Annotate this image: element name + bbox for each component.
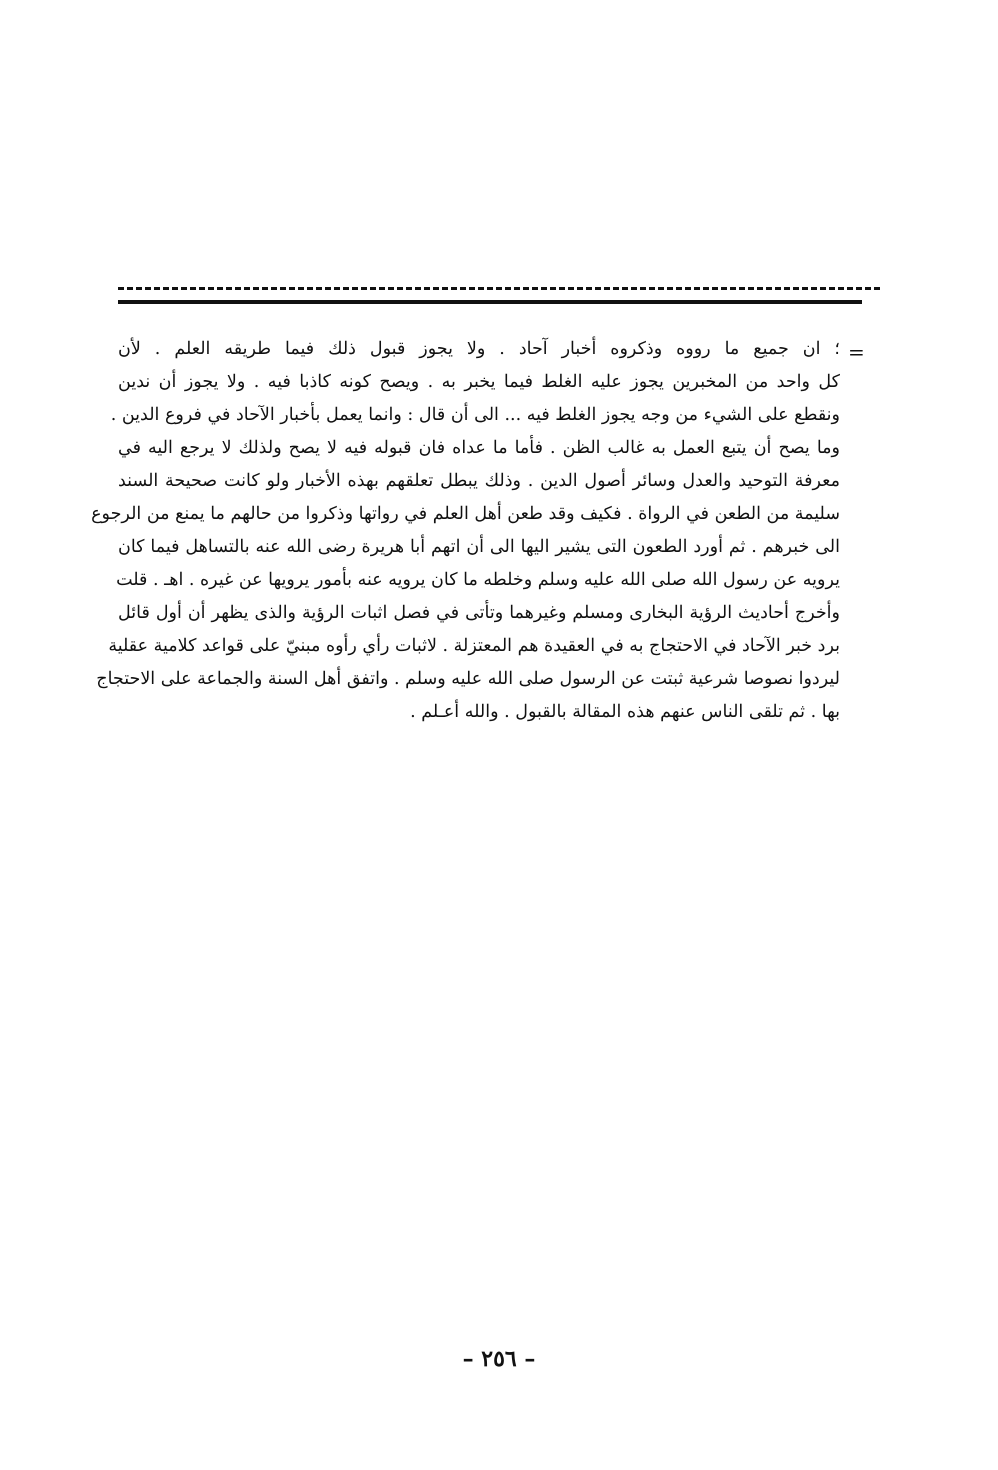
footnote-line: سليمة من الطعن في الرواة . فكيف وقد طعن أهل العلم في رواتها وذكروا من حالهم ما يمنع من الرجوع xyxy=(91,504,840,524)
footnote-text xyxy=(91,333,840,729)
footnote-line: يرويه عن رسول الله صلى الله عليه وسلم وخلطه ما كان يرويه عنه بأمور يرويها عن غيره . اهـ . قلت xyxy=(116,570,840,590)
footnote-line: وأخرج أحاديث الرؤية البخارى ومسلم وغيرهما وتأتى في فصل اثبات الرؤية والذى يظهر أن أول قائل xyxy=(118,603,840,623)
dashed-separator-rule xyxy=(118,287,880,290)
footnote-line: ليردوا نصوصا شرعية ثبتت عن الرسول صلى الله عليه وسلم . واتفق أهل السنة والجماعة على الاحتجاج xyxy=(96,669,840,689)
footnote-line: برد خبر الآحاد في الاحتجاج به في العقيدة هم المعتزلة . لاثبات رأي رأوه مبنيّ على قواعد كلامية عقلية xyxy=(108,636,840,656)
footnote-line: وما يصح أن يتبع العمل به غالب الظن . فأما ما عداه فان قبوله فيه لا يصح ولذلك لا يرجع اليه في xyxy=(118,438,840,458)
footnote-line: معرفة التوحيد والعدل وسائر أصول الدين . وذلك يبطل تعلقهم بهذه الأخبار ولو كانت صحيحة السند xyxy=(118,471,840,491)
thick-separator-rule xyxy=(118,300,862,304)
footnote-line: كل واحد من المخبرين يجوز عليه الغلط فيما يخبر به . ويصح كونه كاذبا فيه . ولا يجوز أن ندين xyxy=(118,372,840,392)
footnote-line: الى خبرهم . ثم أورد الطعون التى يشير اليها الى أن اتهم أبا هريرة رضى الله عنه بالتساهل فيما كان xyxy=(118,537,840,557)
page-number: – ٢٥٦ – xyxy=(462,1346,536,1372)
footnote-line: ونقطع على الشيء من وجه يجوز الغلط فيه ... الى أن قال : وانما يعمل بأخبار الآحاد في فروع الدين . xyxy=(110,405,840,425)
footnote-line: بها . ثم تلقى الناس عنهم هذه المقالة بالقبول . والله أعـلم . xyxy=(410,702,840,722)
footnote-line: ؛ ان جميع ما رووه وذكروه أخبار آحاد . ولا يجوز قبول ذلك فيما طريقه العلم . لأن xyxy=(118,339,840,359)
footnote-continuation-marker: = xyxy=(848,340,865,364)
